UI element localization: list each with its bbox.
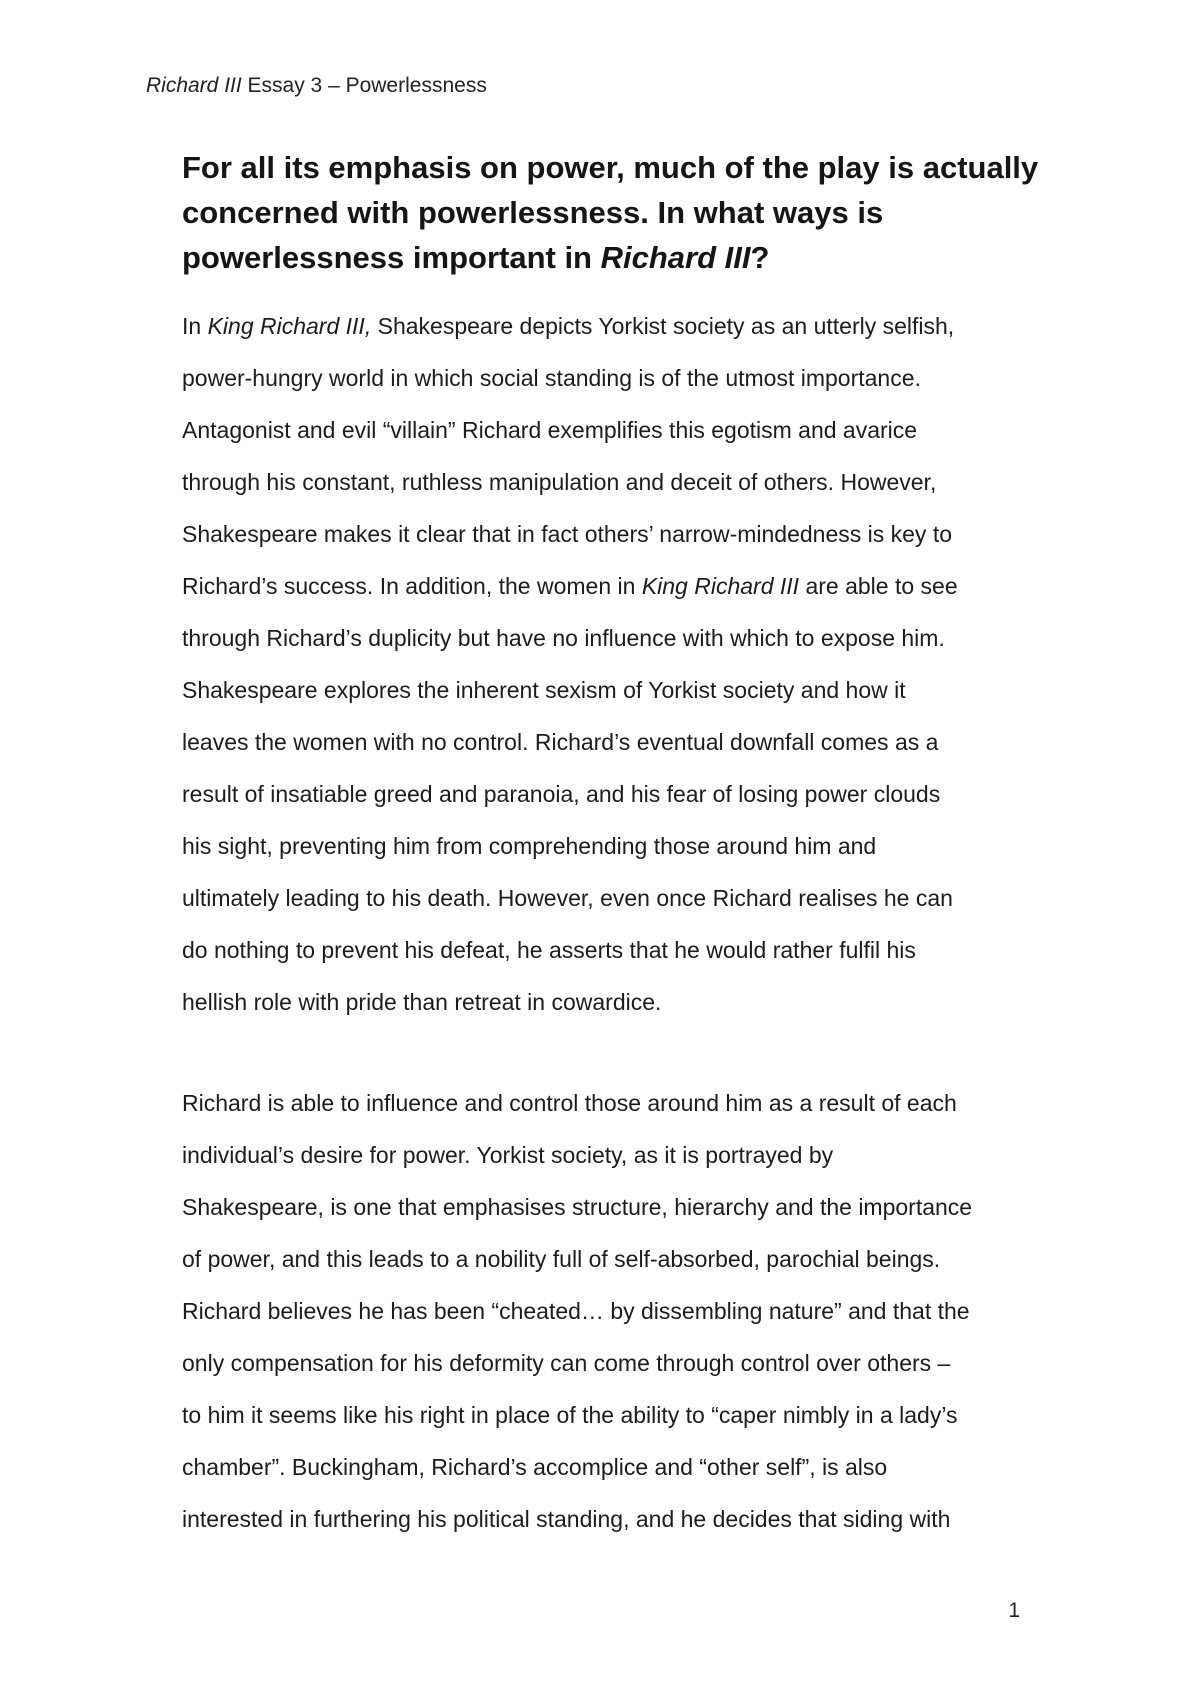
paragraph-line (182, 560, 1082, 612)
essay-title-line: For all its emphasis on power, much of the play is actually (182, 150, 1039, 185)
text-run: Shakespeare depicts Yorkist society as an utterly selfish, (371, 313, 955, 339)
paragraph-line: Antagonist and evil “villain” Richard exemplifies this egotism and avarice (182, 417, 918, 443)
paragraph-line: individual’s desire for power. Yorkist society, as it is portrayed by (182, 1142, 834, 1168)
play-title-reference: King Richard III (641, 573, 800, 599)
paragraph-line: interested in furthering his political standing, and he decides that siding with (182, 1506, 951, 1532)
paragraph-line: to him it seems like his right in place of the ability to “caper nimbly in a lady’s (182, 1402, 958, 1428)
paragraph-line (182, 300, 1082, 352)
text-run: are able to see (799, 573, 958, 599)
text-run: In (182, 313, 208, 339)
page-number: 1 (1008, 1599, 1020, 1622)
play-title-reference: King Richard III, (207, 313, 372, 339)
paragraph-line: result of insatiable greed and paranoia, and his fear of losing power clouds (182, 781, 941, 807)
introduction-paragraph (182, 300, 1082, 1028)
essay-title-text: powerlessness important in (182, 240, 601, 275)
essay-title-play-name: Richard III (600, 240, 751, 275)
essay-title-line (182, 235, 1082, 280)
paragraph-line: through Richard’s duplicity but have no influence with which to expose him. (182, 625, 945, 651)
paragraph-line: Richard is able to influence and control those around him as a result of each (182, 1090, 957, 1116)
paragraph-line: leaves the women with no control. Richard’s eventual downfall comes as a (182, 729, 939, 755)
paragraph-line: of power, and this leads to a nobility full of self-absorbed, parochial beings. (182, 1246, 941, 1272)
paragraph-line: do nothing to prevent his defeat, he asserts that he would rather fulfil his (182, 937, 916, 963)
text-run: Richard’s success. In addition, the women in (182, 573, 642, 599)
essay-title-line: concerned with powerlessness. In what ways is (182, 195, 884, 230)
paragraph-line: hellish role with pride than retreat in cowardice. (182, 989, 662, 1015)
paragraph-line: Shakespeare makes it clear that in fact others’ narrow-mindedness is key to (182, 521, 953, 547)
paragraph-line: ultimately leading to his death. However, even once Richard realises he can (182, 885, 953, 911)
essay-title-question-mark: ? (750, 240, 770, 275)
essay-title (182, 145, 1082, 280)
paragraph-line: chamber”. Buckingham, Richard’s accomplice and “other self”, is also (182, 1454, 888, 1480)
body-paragraph (182, 1077, 1082, 1545)
paragraph-line: Shakespeare explores the inherent sexism of Yorkist society and how it (182, 677, 906, 703)
paragraph-line: Richard believes he has been “cheated… by dissembling nature” and that the (182, 1298, 970, 1324)
paragraph-line: Shakespeare, is one that emphasises structure, hierarchy and the importance (182, 1194, 973, 1220)
running-header (146, 72, 487, 100)
header-essay-label: Essay 3 – Powerlessness (241, 74, 487, 97)
paragraph-line: only compensation for his deformity can come through control over others – (182, 1350, 951, 1376)
paragraph-line: his sight, preventing him from comprehending those around him and (182, 833, 877, 859)
paragraph-line: through his constant, ruthless manipulation and deceit of others. However, (182, 469, 937, 495)
header-play-title: Richard III (146, 74, 242, 97)
paragraph-line: power-hungry world in which social standing is of the utmost importance. (182, 365, 921, 391)
